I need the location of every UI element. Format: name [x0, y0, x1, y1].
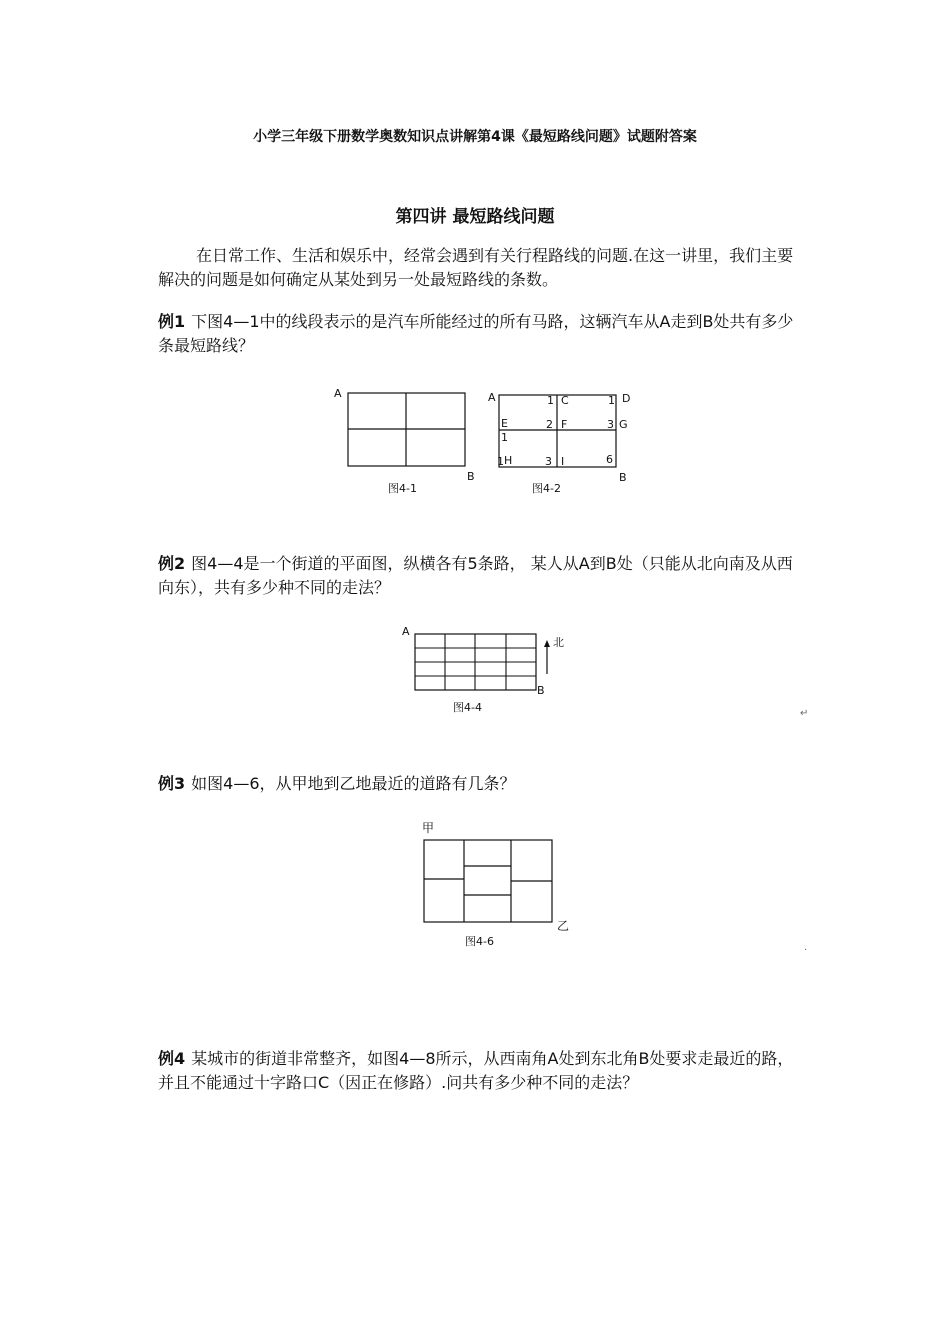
fig4-4-label-a: A — [402, 625, 410, 638]
fig4-4-label-b: B — [537, 684, 545, 697]
fig4-2-label-b: B — [619, 471, 627, 484]
fig4-6-label-start: 甲 — [422, 821, 435, 835]
fig4-2-num-6: 6 — [606, 453, 613, 466]
example-2 — [158, 552, 808, 600]
fig4-1-label-a: A — [334, 387, 342, 400]
fig4-2-letter-c: C — [561, 394, 569, 407]
example-3-label: 例3 — [158, 774, 186, 793]
fig4-2-caption: 图4-2 — [532, 482, 561, 495]
fig4-2-num-1c: 1 — [501, 431, 508, 444]
fig4-2-letter-h: H — [504, 454, 513, 467]
example-4 — [158, 1047, 808, 1095]
fig4-2-letter-d: D — [622, 392, 631, 405]
fig4-6-label-end: 乙 — [557, 919, 570, 933]
fig4-2-letter-g: G — [619, 418, 628, 431]
dot-mark: . — [804, 942, 808, 953]
fig4-2-letter-i: I — [561, 455, 565, 468]
fig4-2-letter-f: F — [561, 418, 568, 431]
example-3-text: 如图4—6，从甲地到乙地最近的道路有几条？ — [191, 774, 516, 793]
example-2-label: 例2 — [158, 554, 186, 573]
figure-4-4 — [398, 624, 578, 719]
document-title: 小学三年级下册数学奥数知识点讲解第4课《最短路线问题》试题附答案 — [253, 129, 697, 145]
figure-4-6 — [415, 818, 585, 953]
example-1 — [158, 310, 808, 358]
fig4-1-label-b: B — [467, 470, 475, 483]
example-4-label: 例4 — [158, 1049, 186, 1068]
fig4-2-letter-e: E — [501, 417, 508, 430]
fig4-2-num-1b: 1 — [608, 394, 615, 407]
fig4-4-caption: 图4-4 — [453, 701, 482, 714]
fig4-2-num-1d: 1 — [497, 455, 504, 468]
figure-4-2 — [484, 388, 639, 500]
north-arrow-head-icon — [544, 640, 550, 647]
example-3 — [158, 772, 808, 796]
example-2-text: 图4—4是一个街道的平面图，纵横各有5条路， 某人从A到B处（只能从北向南及从西向东），共有多少种不同的走法？ — [158, 554, 793, 597]
fig4-2-num-2: 2 — [546, 418, 553, 431]
intro-paragraph: 在日常工作、生活和娱乐中，经常会遇到有关行程路线的问题.在这一讲里，我们主要解决的问题是如何确定从某处到另一处最短路线的条数。 — [158, 246, 794, 289]
example-1-text: 下图4—1中的线段表示的是汽车所能经过的所有马路，这辆汽车从A走到B处共有多少条最短路线？ — [158, 312, 794, 355]
fig4-2-num-3a: 3 — [607, 418, 614, 431]
fig4-4-north-label: 北 — [553, 636, 564, 649]
fig4-6-caption: 图4-6 — [465, 935, 494, 948]
fig4-1-caption: 图4-1 — [388, 482, 417, 495]
example-4-text: 某城市的街道非常整齐，如图4—8所示，从西南角A处到东北角B处要求走最近的路，并且不能通过十字路口C（因正在修路）.问共有多少种不同的走法？ — [158, 1049, 794, 1092]
fig4-2-num-1a: 1 — [547, 394, 554, 407]
lecture-title: 第四讲 最短路线问题 — [395, 207, 555, 227]
return-mark-1: ↵ — [800, 708, 809, 719]
fig4-2-num-3b: 3 — [545, 455, 552, 468]
fig4-2-label-a: A — [488, 391, 496, 404]
example-1-label: 例1 — [158, 312, 186, 331]
figure-4-1 — [330, 385, 490, 500]
